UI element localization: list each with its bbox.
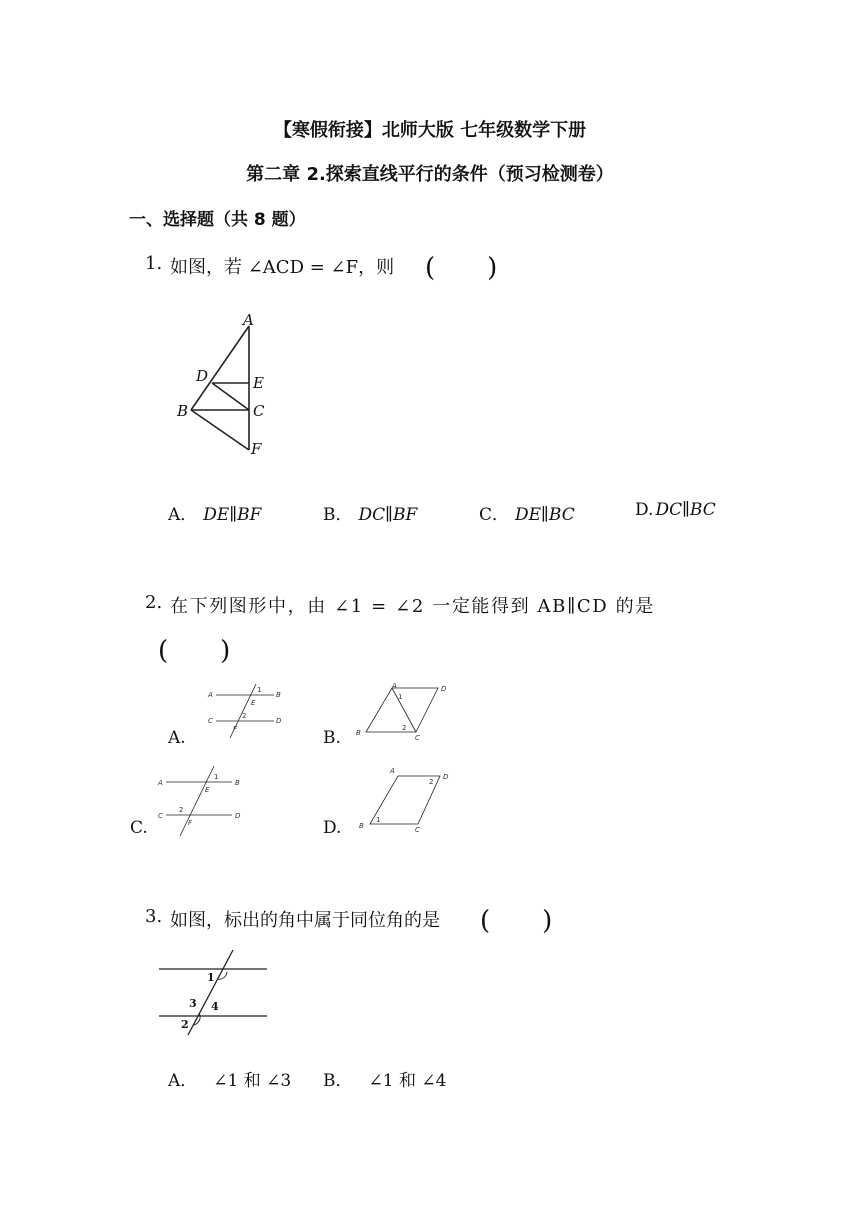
q2b-B: B [356,729,361,737]
q2c-angle-1: 1 [214,773,219,781]
q3-option-a-key: A． [168,1071,198,1091]
q1-option-b[interactable] [323,500,417,525]
q2b-C: C [415,734,420,742]
question-3-figure [155,945,275,1037]
q1-label-A: A [243,311,254,329]
q2b-A: A [392,682,397,690]
q2-option-b-figure [350,680,460,742]
q3-option-a-text: ∠1 和 ∠3 [213,1071,292,1091]
q1-option-a[interactable] [168,500,261,525]
q2d-A: A [390,767,395,775]
q3-angle-2: 2 [181,1018,189,1031]
q1-option-a-key: A． [168,505,198,525]
q2c-A: A [158,779,163,787]
q3-angle-3: 3 [189,997,197,1010]
q2-option-a-figure [200,680,290,742]
q1-option-a-text: DE∥BF [203,505,262,525]
q1-label-F: F [251,440,262,458]
question-2-number: 2. [145,592,163,613]
q2d-C: C [415,826,420,834]
q1-option-c-text: DE∥BC [515,505,575,525]
q2d-B: B [359,822,364,830]
q2-option-b[interactable]: B. [323,728,341,748]
q3-angle-4: 4 [211,1000,219,1013]
q2c-B: B [235,779,240,787]
q1-label-E: E [253,374,264,392]
question-1-answer-blank[interactable]: ( ) [425,253,498,283]
question-2-answer-blank[interactable]: ( ) [158,636,231,666]
q1-option-c-key: C． [479,505,510,525]
question-3-answer-blank[interactable]: ( ) [480,906,553,936]
q1-option-b-text: DC∥BF [358,505,418,525]
q2a-E: E [251,699,256,707]
q3-option-b[interactable] [323,1066,446,1091]
q3-option-b-key: B． [323,1071,353,1091]
q1-option-d-text: DC∥BC [655,500,716,520]
q2-option-d-figure [350,762,460,837]
q2d-D: D [443,773,449,781]
q2a-D: D [276,717,282,725]
q2c-angle-2: 2 [179,806,184,814]
q2a-B: B [276,691,281,699]
doc-title-line1: 【寒假衔接】北师大版 七年级数学下册 [273,120,587,141]
q2c-E: E [205,786,210,794]
q2c-F: F [188,819,193,827]
q2a-angle-2: 2 [242,712,247,720]
q2b-D: D [441,685,447,693]
q3-option-a[interactable] [168,1066,291,1091]
q1-label-D: D [196,367,209,385]
q2b-angle-2: 2 [402,724,407,732]
q1-option-b-key: B． [323,505,353,525]
q2d-angle-1: 1 [376,816,381,824]
q2a-angle-1: 1 [257,686,262,694]
q2-option-d[interactable]: D. [323,818,342,838]
q1-label-B: B [177,402,189,420]
question-2-stem: 在下列图形中，由 ∠1 = ∠2 一定能得到 AB∥CD 的是 [170,596,655,617]
q2-option-c-figure [150,762,250,840]
q1-option-d[interactable] [635,500,716,520]
q2d-angle-2: 2 [429,778,434,786]
q1-option-d-key: D. [635,500,654,520]
question-1-number: 1. [145,253,163,274]
q2-option-c[interactable]: C. [130,818,148,838]
question-3-stem: 如图，标出的角中属于同位角的是 [170,910,440,931]
q2a-A: A [208,691,213,699]
question-1-stem: 如图，若 ∠ACD = ∠F，则 [170,257,395,278]
question-1-figure [170,310,280,460]
doc-title-line2: 第二章 2.探索直线平行的条件（预习检测卷） [246,164,614,185]
section-heading: 一、选择题（共 8 题） [129,210,306,230]
q1-option-c[interactable] [479,500,575,525]
q2b-angle-1: 1 [398,693,403,701]
question-3-number: 3. [145,906,163,927]
q3-option-b-text: ∠1 和 ∠4 [368,1071,447,1091]
q2-option-a[interactable]: A. [168,728,186,748]
q2a-C: C [208,717,213,725]
q3-angle-1: 1 [207,971,215,984]
q2c-D: D [235,812,241,820]
q1-label-C: C [253,402,265,420]
q2a-F: F [233,725,238,733]
q2c-C: C [158,812,163,820]
